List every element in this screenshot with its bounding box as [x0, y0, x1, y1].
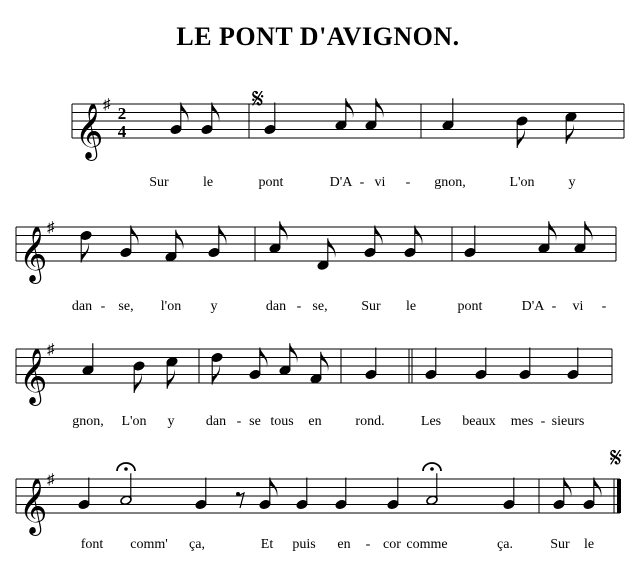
eighth-flag [376, 98, 384, 118]
eighth-flag [167, 369, 175, 389]
lyric-syllable: sieurs [551, 414, 585, 429]
time-signature-bottom: 4 [117, 122, 127, 141]
song-title: LE PONT D'AVIGNON. [176, 22, 460, 51]
lyric-syllable: ça, [189, 537, 205, 552]
fermata-dot [430, 467, 434, 471]
lyric-syllable: font [80, 537, 104, 552]
lyric-syllable: L'on [121, 414, 147, 429]
lyric-syllable: en [337, 537, 351, 552]
lyric-syllable: Les [420, 414, 442, 429]
lyric-syllable: rond. [355, 414, 385, 429]
lyric-syllable: L'on [509, 175, 535, 190]
eighth-rest [238, 493, 244, 508]
lyric-syllable: en [308, 414, 322, 429]
eighth-flag [290, 343, 298, 363]
eighth-flag [346, 98, 354, 118]
eighth-flag [321, 352, 329, 372]
lyric-syllable: pont [258, 175, 284, 190]
lyric-syllable: vi [572, 299, 584, 314]
lyric-syllable: comme [406, 537, 448, 552]
lyric-syllable: se, [118, 299, 134, 314]
eighth-flag [328, 238, 336, 258]
lyric-syllable: beaux [462, 414, 496, 429]
segno-sign: 𝄋 [251, 84, 265, 115]
lyric-hyphen: - [359, 175, 365, 190]
lyric-hyphen: - [540, 414, 546, 429]
lyric-hyphen: - [296, 299, 302, 314]
lyric-syllable: Sur [361, 299, 381, 314]
lyric-syllable: D'A [521, 299, 545, 314]
lyric-syllable: vi [374, 175, 386, 190]
lyric-syllable: gnon, [434, 175, 466, 190]
lyric-syllable: le [583, 537, 595, 552]
lyric-syllable: se [249, 414, 261, 429]
lyric-hyphen: - [551, 299, 557, 314]
lyric-syllable: y [210, 299, 218, 314]
eighth-flag [176, 230, 184, 250]
segno-sign: 𝄋 [609, 443, 623, 474]
treble-clef: 𝄞 [19, 350, 48, 403]
eighth-flag [585, 221, 593, 241]
lyric-hyphen: - [601, 299, 607, 314]
lyric-syllable: le [202, 175, 214, 190]
lyric-syllable: puis [292, 537, 316, 552]
lyric-hyphen: - [365, 537, 371, 552]
lyric-syllable: dan [205, 414, 227, 429]
eighth-flag [549, 221, 557, 241]
lyric-hyphen: - [236, 414, 242, 429]
key-signature-sharp: ♯ [47, 220, 55, 236]
lyric-syllable: comm' [130, 537, 168, 552]
lyric-syllable: y [167, 414, 175, 429]
lyric-syllable: mes [510, 414, 534, 429]
treble-clef: 𝄞 [19, 228, 48, 281]
fermata-dot [124, 467, 128, 471]
key-signature-sharp: ♯ [47, 472, 55, 488]
final-barline-thick [617, 479, 621, 513]
lyric-syllable: le [405, 299, 417, 314]
treble-clef: 𝄞 [75, 105, 104, 158]
lyric-syllable: dan [265, 299, 287, 314]
lyric-syllable: y [568, 175, 576, 190]
time-signature-top: 2 [117, 104, 127, 123]
lyric-syllable: pont [457, 299, 483, 314]
lyric-syllable: se, [312, 299, 328, 314]
lyric-syllable: Et [260, 537, 274, 552]
lyric-syllable: tous [270, 414, 294, 429]
lyric-syllable: Sur [149, 175, 169, 190]
lyric-syllable: dan [71, 299, 93, 314]
lyric-hyphen: - [100, 299, 106, 314]
lyric-syllable: gnon, [72, 414, 104, 429]
treble-clef: 𝄞 [19, 480, 48, 533]
eighth-flag [280, 221, 288, 241]
eighth-flag [566, 124, 574, 144]
key-signature-sharp: ♯ [103, 97, 111, 113]
key-signature-sharp: ♯ [47, 342, 55, 358]
lyric-syllable: l'on [160, 299, 182, 314]
lyric-syllable: D'A [329, 175, 353, 190]
lyric-syllable: cor [383, 537, 401, 552]
lyric-syllable: ça. [497, 537, 513, 552]
lyric-hyphen: - [405, 175, 411, 190]
lyric-syllable: Sur [550, 537, 570, 552]
